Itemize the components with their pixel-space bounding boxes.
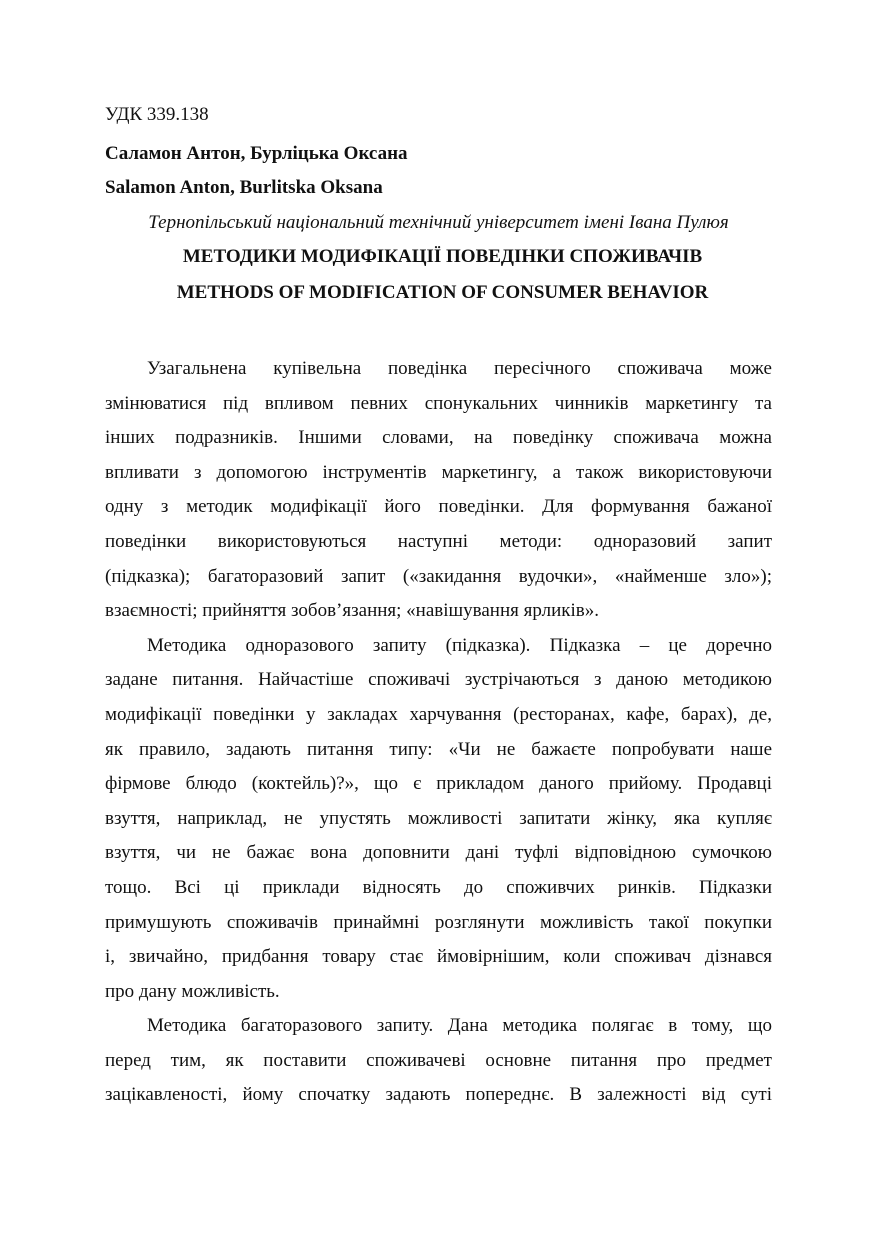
paragraph-line: фірмове блюдо (коктейль)?», що є прикладом даного прийому. Продавці [105, 773, 772, 795]
paragraph-line: (підказка); багаторазовий запит («закидання вудочки», «найменше зло»); [105, 565, 772, 587]
paragraph-line: про дану можливість. [105, 980, 280, 1002]
paragraph-line: впливати з допомогою інструментів маркетингу, а також використовуючи [105, 461, 772, 483]
paragraph-2 [105, 629, 772, 1010]
paragraph-line: як правило, задають питання типу: «Чи не бажаєте попробувати наше [105, 738, 772, 760]
paragraph-line: модифікації поведінки у закладах харчування (ресторанах, кафе, барах), де, [105, 703, 772, 725]
affiliation: Тернопільський національний технічний університет імені Івана Пулюя [148, 212, 729, 233]
paragraph-line: одну з методик модифікації його поведінки. Для формування бажаної [105, 496, 772, 518]
paragraph-line: взуття, чи не бажає вона доповнити дані туфлі відповідною сумочкою [105, 842, 772, 864]
paragraph-line: взаємності; прийняття зобов’язання; «навішування ярликів». [105, 600, 599, 622]
title-english: METHODS OF MODIFICATION OF CONSUMER BEHAVIOR [176, 282, 709, 303]
paragraph-line: Методика одноразового запиту (підказка). Підказка – це доречно [147, 634, 772, 656]
title-ukrainian: МЕТОДИКИ МОДИФІКАЦІЇ ПОВЕДІНКИ СПОЖИВАЧІВ [182, 246, 703, 267]
paragraph-line: змінюватися під впливом певних спонукальних чинників маркетингу та [105, 392, 772, 414]
paragraph-line: перед тим, як поставити споживачеві основне питання про предмет [105, 1049, 772, 1071]
paragraph-line: примушують споживачів принаймні розглянути можливість такої покупки [105, 911, 772, 933]
paragraph-line: взуття, наприклад, не упустять можливості запитати жінку, яка купляє [105, 807, 772, 829]
authors-ukrainian: Саламон Антон, Бурліцька Оксана [105, 143, 408, 164]
paragraph-line: зацікавленості, йому спочатку задають попереднє. В залежності від суті [105, 1084, 772, 1106]
paragraph-line: інших подразників. Іншими словами, на поведінку споживача можна [105, 427, 772, 449]
paragraph-line: Методика багаторазового запиту. Дана методика полягає в тому, що [147, 1015, 772, 1037]
paragraph-3 [105, 1009, 772, 1113]
body-text [105, 352, 772, 1113]
paragraph-line: і, звичайно, придбання товару стає ймовірнішим, коли споживач дізнався [105, 946, 772, 968]
paragraph-line: Узагальнена купівельна поведінка пересічного споживача може [147, 358, 772, 379]
paragraph-line: тощо. Всі ці приклади відносять до споживчих ринків. Підказки [105, 876, 772, 898]
paragraph-line: поведінки використовуються наступні методи: одноразовий запит [105, 530, 772, 552]
paragraph-1 [105, 352, 772, 629]
paragraph-line: задане питання. Найчастіше споживачі зустрічаються з даною методикою [105, 669, 772, 691]
udc-code: УДК 339.138 [105, 104, 209, 125]
authors-english: Salamon Anton, Burlitska Oksana [105, 177, 383, 198]
